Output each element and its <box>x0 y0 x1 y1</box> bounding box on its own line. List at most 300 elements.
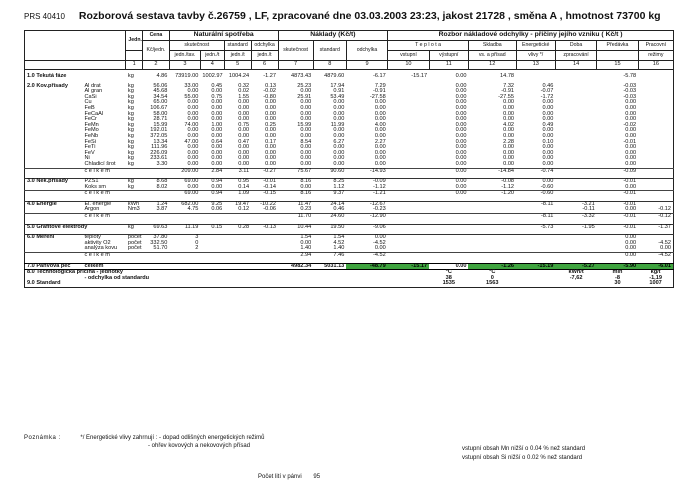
value-cell: 10.44 <box>278 224 313 230</box>
value-cell: 0.00 <box>455 183 467 190</box>
item-name: FeV <box>84 149 95 156</box>
value-cell: -1.12 <box>372 183 386 190</box>
value-cell: -15.19 <box>516 263 555 270</box>
value-cell: 15.99 <box>153 121 168 128</box>
value-cell: 0.75 <box>238 121 250 128</box>
header-vystupni: výstupní <box>429 51 468 61</box>
value-cell: 51.70 <box>153 245 168 252</box>
value-cell: -0.03 <box>623 82 637 89</box>
value-cell: 0.00 <box>455 138 467 145</box>
value-cell: 0.00 <box>265 144 277 151</box>
value-cell: 0.00 <box>265 99 277 106</box>
item-name: c e l k e m <box>82 191 125 197</box>
header-jedn-t2: jedn./t <box>224 51 251 61</box>
item-name: aktivity O2 <box>84 239 111 246</box>
header-skladba2: vs. a přísad <box>468 51 516 61</box>
value-cell: -0.08 <box>468 179 516 185</box>
value-cell <box>516 281 555 287</box>
value-cell: 0.00 <box>300 239 312 246</box>
value-cell: 0.64 <box>211 138 223 145</box>
item-name: teploty <box>82 235 125 241</box>
value-cell: 34.54 <box>153 93 168 100</box>
footer-note1: */ Energetické vlivy zahrnují : - dopad odlišných energetických režimů <box>80 435 265 441</box>
item-name: Al gran <box>84 88 103 95</box>
value-cell: 75.67 <box>278 168 313 174</box>
value-cell: 0.00 <box>625 245 637 252</box>
value-cell: 1.00 <box>211 121 223 128</box>
header-jedn-tav: jedn./tav. <box>169 51 200 61</box>
value-cell: 0.00 <box>238 116 250 123</box>
unit-cell: počet <box>127 239 142 246</box>
item-name: c e l k e m <box>82 214 125 220</box>
value-cell: 0.00 <box>333 132 345 139</box>
value-cell: 1535 <box>442 280 456 287</box>
value-cell: -0.01 <box>597 224 638 230</box>
value-cell: -6.17 <box>372 73 386 79</box>
value-cell: 0.00 <box>542 155 554 162</box>
value-cell: 0.00 <box>455 99 467 106</box>
value-cell: -27.55 <box>498 93 515 100</box>
value-cell: 0.00 <box>542 110 554 117</box>
value-cell: 0.00 <box>542 99 554 106</box>
header-naturalni: Naturální spotřeba <box>169 31 278 41</box>
value-cell <box>224 281 251 287</box>
value-cell: 0.00 <box>333 144 345 151</box>
value-cell: 74.00 <box>184 121 199 128</box>
value-cell: 37.80 <box>142 235 169 241</box>
value-cell: -0.11 <box>582 206 595 213</box>
value-cell: °C <box>489 269 496 276</box>
value-cell: 25.91 <box>297 93 312 100</box>
value-cell: 0.00 <box>333 160 345 167</box>
value-cell: 0.00 <box>455 127 467 134</box>
value-cell: 0.00 <box>211 116 223 123</box>
value-cell: 0.00 <box>542 127 554 134</box>
header-cena: Cena <box>142 31 169 41</box>
value-cell: 0.00 <box>429 179 468 185</box>
value-cell: 24.14 <box>313 201 346 207</box>
value-cell: 0.00 <box>238 104 250 111</box>
value-cell: -0.74 <box>516 168 555 174</box>
value-cell: 0.00 <box>455 121 467 128</box>
value-cell: 0.00 <box>333 155 345 162</box>
value-cell: 3.87 <box>156 206 168 213</box>
value-cell <box>142 281 169 287</box>
value-cell: -7,62 <box>569 274 583 281</box>
value-cell <box>388 281 429 287</box>
value-cell: 111.96 <box>151 144 168 151</box>
value-cell: -0.02 <box>623 121 637 128</box>
value-cell: 0.00 <box>187 127 199 134</box>
value-cell: 0.00 <box>597 253 638 259</box>
value-cell: 0.00 <box>516 179 555 185</box>
unit-cell: kg <box>127 104 134 111</box>
item-name: FeTi <box>84 144 96 151</box>
value-cell: 0.00 <box>625 183 637 190</box>
value-cell: 0.00 <box>238 155 250 162</box>
table-header <box>25 31 674 70</box>
value-cell: -8 <box>614 274 620 281</box>
column-number: 2 <box>142 61 169 70</box>
item-name: analýza kovu <box>84 245 118 252</box>
header-naklady: Náklady (Kč/t) <box>278 31 388 41</box>
value-cell: 0.00 <box>503 149 515 156</box>
header-jedn-t3: jedn./t <box>251 51 278 61</box>
value-cell: 0.47 <box>238 138 250 145</box>
unit-cell: kWh <box>126 201 143 207</box>
value-cell: °C <box>445 269 452 276</box>
value-cell: 0.91 <box>333 88 345 95</box>
value-cell: kg/t <box>650 269 661 276</box>
value-cell: -9.06 <box>346 224 387 230</box>
value-cell: 0.00 <box>187 155 199 162</box>
value-cell: -0.03 <box>623 88 637 95</box>
unit-cell: kg <box>127 121 134 128</box>
value-cell: 0.00 <box>455 104 467 111</box>
item-name: FeB <box>84 104 95 111</box>
value-cell: 0.00 <box>211 160 223 167</box>
value-cell: 1.40 <box>300 245 312 252</box>
column-number: 8 <box>313 61 346 70</box>
value-cell: 13.34 <box>153 138 168 145</box>
value-cell: -1,19 <box>649 274 662 281</box>
column-number: 15 <box>597 61 638 70</box>
footer-note2: - ohřev kovových a nekovových přísad <box>148 443 251 449</box>
item-name: El. energie <box>82 201 125 207</box>
header-n-skut: skutečnost <box>278 41 313 61</box>
value-cell: 0.00 <box>300 183 312 190</box>
unit-cell <box>126 263 143 270</box>
value-cell: 0.94 <box>200 179 224 185</box>
value-cell: -0.01 <box>597 179 638 185</box>
value-cell <box>200 263 224 270</box>
value-cell: 0.00 <box>374 132 386 139</box>
value-cell: 0.00 <box>625 99 637 106</box>
header-jedn-blank <box>126 51 143 61</box>
value-cell: 1.12 <box>333 183 345 190</box>
column-number: 5 <box>224 61 251 70</box>
value-cell: 0.00 <box>265 132 277 139</box>
value-cell: -0.91 <box>501 88 515 95</box>
value-cell: 0.00 <box>374 149 386 156</box>
value-cell: -14.93 <box>346 168 387 174</box>
value-cell: min <box>612 269 623 276</box>
value-cell: 0.00 <box>374 110 386 117</box>
item-name: PZS1 <box>82 179 125 185</box>
value-cell: 0.46 <box>542 82 554 89</box>
value-cell: 0.00 <box>374 127 386 134</box>
value-cell <box>169 281 200 287</box>
value-cell: 53.49 <box>330 93 345 100</box>
value-cell: 3.30 <box>156 160 168 167</box>
value-cell: 15.99 <box>297 121 312 128</box>
value-cell: 1.55 <box>238 93 250 100</box>
value-cell: 8.02 <box>156 183 168 190</box>
value-cell: -1.12 <box>501 183 515 190</box>
header-rozbor: Rozbor nákladové odchylky - příčiny jejího vzniku ( Kč/t ) <box>388 31 674 41</box>
value-cell: 11.47 <box>278 201 313 207</box>
item-name: Argon <box>84 206 100 213</box>
report-header <box>24 10 674 26</box>
unit-cell: kg <box>127 155 134 162</box>
value-cell: 7.32 <box>503 82 515 89</box>
header-energ2: vlivy */ <box>516 51 555 61</box>
value-cell: 0.00 <box>238 144 250 151</box>
value-cell: 9.37 <box>313 191 346 197</box>
value-cell: 0.95 <box>224 179 251 185</box>
value-cell: 0.00 <box>187 104 199 111</box>
value-cell: 28.71 <box>153 116 168 123</box>
value-cell: -4.52 <box>638 253 673 259</box>
value-cell: 226.09 <box>150 149 168 156</box>
value-cell: 0.00 <box>374 116 386 123</box>
value-cell: -0.12 <box>658 206 671 213</box>
header-energ: Energetické <box>516 41 555 51</box>
value-cell: 0.13 <box>265 82 277 89</box>
value-cell: 0.00 <box>300 160 312 167</box>
column-number: 1 <box>126 61 143 70</box>
value-cell: -8.11 <box>516 201 555 207</box>
value-cell: 0.00 <box>625 160 637 167</box>
unit-cell: kg <box>127 88 134 95</box>
section-label: 9.0 Standard <box>27 280 61 287</box>
value-cell: 192.01 <box>150 127 168 134</box>
value-cell: 0.00 <box>625 116 637 123</box>
value-cell: -0.01 <box>597 201 638 207</box>
value-cell: 0.00 <box>503 155 515 162</box>
value-cell: 0.00 <box>374 155 386 162</box>
value-cell: 0.00 <box>503 132 515 139</box>
value-cell: 11.19 <box>169 224 200 230</box>
item-name: c e l k e m <box>82 253 125 259</box>
value-cell: 9.25 <box>200 201 224 207</box>
value-cell: 30 <box>614 280 621 287</box>
value-cell: 0.00 <box>542 116 554 123</box>
unit-cell: kg <box>127 149 134 156</box>
value-cell: 0.00 <box>187 183 199 190</box>
value-cell: 0.00 <box>429 263 468 270</box>
value-cell: 0.00 <box>625 155 637 162</box>
unit-cell: kg <box>127 93 134 100</box>
value-cell: -0.91 <box>372 88 386 95</box>
value-cell: 0.00 <box>503 116 515 123</box>
value-cell: -0.12 <box>638 214 673 220</box>
header-skutecnost: skutečnost <box>169 41 224 51</box>
value-cell: 6.27 <box>333 138 345 145</box>
value-cell: 0.00 <box>625 127 637 134</box>
value-cell: 0.00 <box>300 110 312 117</box>
value-cell: 0 <box>490 274 494 281</box>
value-cell: 0.06 <box>211 206 223 213</box>
unit-cell: kg <box>127 127 134 134</box>
value-cell: 11.70 <box>278 214 313 220</box>
section-label: 2.0 Kov.přísady <box>27 82 68 89</box>
value-cell: 2.94 <box>278 253 313 259</box>
value-cell: 4.52 <box>333 239 345 246</box>
header-vstupni: vstupní <box>388 51 429 61</box>
value-cell: 24.60 <box>313 214 346 220</box>
value-cell: -14.84 <box>468 168 516 174</box>
value-cell: 1.54 <box>278 235 313 241</box>
header-pracovni2: režimy <box>638 51 673 61</box>
value-cell: 0.00 <box>660 245 671 252</box>
value-cell: 0.32 <box>238 82 250 89</box>
value-cell: 0.45 <box>211 82 223 89</box>
value-cell: 90.60 <box>313 168 346 174</box>
value-cell: 4879.60 <box>324 73 345 79</box>
value-cell: 0.00 <box>300 155 312 162</box>
unit-cell: kg <box>127 144 134 151</box>
value-cell: -1.26 <box>468 263 516 270</box>
value-cell: 0.00 <box>211 88 223 95</box>
value-cell: -0.15 <box>251 191 278 197</box>
value-cell: 0.00 <box>625 110 637 117</box>
footer-pocet-value: 95 <box>313 474 321 480</box>
value-cell: -0.01 <box>251 179 278 185</box>
unit-cell: kg <box>127 183 134 190</box>
value-cell: 58.00 <box>153 110 168 117</box>
column-number: 12 <box>468 61 516 70</box>
value-cell: 0 <box>195 239 199 246</box>
unit-cell: kg <box>126 179 143 185</box>
value-cell: -3.21 <box>555 201 596 207</box>
value-cell: 233.61 <box>150 155 168 162</box>
value-cell: 1004.24 <box>228 73 250 79</box>
value-cell: 8.25 <box>313 179 346 185</box>
value-cell: 0.00 <box>429 168 468 174</box>
value-cell: -0.07 <box>540 88 554 95</box>
item-name: Cu <box>84 99 92 106</box>
column-number: 10 <box>388 61 429 70</box>
value-cell: -15.17 <box>411 73 428 79</box>
value-cell <box>200 281 224 287</box>
item-name: Al drat <box>84 82 101 89</box>
section-label: 7.0 Pánvová pec <box>25 263 83 270</box>
value-cell: -5.73 <box>516 224 555 230</box>
analysis-table <box>24 30 674 288</box>
footer-si: vstupní obsah Si nižší o 0.02 % než standard <box>462 455 583 461</box>
value-cell <box>251 263 278 270</box>
value-cell: 0.00 <box>374 99 386 106</box>
value-cell: 0.00 <box>265 127 277 134</box>
value-cell: 1002.97 <box>202 73 223 79</box>
value-cell: 1563 <box>486 280 499 287</box>
value-cell: 0.00 <box>265 110 277 117</box>
value-cell: 0.00 <box>374 245 386 252</box>
value-cell: 332.50 <box>150 239 168 246</box>
value-cell: 0.00 <box>300 99 312 106</box>
value-cell: 2 <box>195 245 199 252</box>
value-cell: -5.90 <box>597 263 638 270</box>
value-cell <box>346 281 387 287</box>
section-label: 4.0 Energie <box>25 201 83 207</box>
value-cell: 69.00 <box>169 179 200 185</box>
value-cell: 0.00 <box>455 132 467 139</box>
unit-cell <box>126 281 143 287</box>
value-cell: 0.00 <box>455 110 467 117</box>
column-number: 9 <box>346 61 387 70</box>
value-cell: -12.67 <box>346 201 387 207</box>
value-cell <box>278 281 313 287</box>
value-cell: 0.00 <box>300 132 312 139</box>
section-label: 8.0 Technologická příčina - jednotky <box>27 269 123 276</box>
value-cell: 0.00 <box>187 149 199 156</box>
value-cell: -0.13 <box>251 224 278 230</box>
value-cell: -0.02 <box>263 88 277 95</box>
value-cell: 4.75 <box>187 206 199 213</box>
value-cell: 0.00 <box>503 99 515 106</box>
unit-cell: kg <box>127 110 134 117</box>
value-cell: 1.40 <box>333 245 345 252</box>
value-cell: 0.00 <box>455 160 467 167</box>
unit-cell: kg <box>127 132 134 139</box>
header-kc-jedn: Kč/jedn. <box>142 41 169 61</box>
value-cell: 0.00 <box>374 144 386 151</box>
header-odchylka: odchylka <box>251 41 278 51</box>
value-cell: 0.00 <box>503 160 515 167</box>
value-cell: 0.00 <box>625 132 637 139</box>
value-cell: -0.60 <box>540 183 554 190</box>
value-cell: 0.00 <box>455 116 467 123</box>
value-cell <box>169 263 200 270</box>
value-cell: 0.00 <box>333 116 345 123</box>
report-code: PRS 40410 <box>24 12 65 21</box>
value-cell: 209.00 <box>169 168 200 174</box>
value-cell: 0.15 <box>200 224 224 230</box>
item-name: Ni <box>84 155 90 162</box>
value-cell: 0.00 <box>187 116 199 123</box>
header-predavka: Předávka <box>597 41 638 51</box>
value-cell: 0.00 <box>503 104 515 111</box>
value-cell: 45.68 <box>153 88 168 95</box>
item-name: CaSi <box>84 93 97 100</box>
value-cell <box>555 281 596 287</box>
unit-cell: kg <box>127 138 134 145</box>
value-cell: -8.11 <box>516 214 555 220</box>
value-cell: 19.47 <box>224 201 251 207</box>
value-cell: 0.17 <box>265 138 277 145</box>
value-cell: 8.54 <box>300 138 312 145</box>
header-blank <box>25 31 126 61</box>
value-cell: 3.11 <box>224 168 251 174</box>
column-number: 11 <box>429 61 468 70</box>
column-number: 3 <box>169 61 200 70</box>
unit-cell: kg <box>126 224 143 230</box>
value-cell: 2.27 <box>374 138 386 145</box>
value-cell: 682.00 <box>169 201 200 207</box>
header-n-odch: odchylka <box>346 41 387 61</box>
unit-cell: počet <box>127 245 142 252</box>
value-cell: -15.17 <box>388 263 429 270</box>
value-cell: -0.01 <box>623 138 637 145</box>
value-cell: 0.00 <box>374 160 386 167</box>
value-cell: 56.06 <box>153 82 168 89</box>
value-cell: 0.00 <box>265 104 277 111</box>
item-name: FeMo <box>84 127 99 134</box>
footer-mn: vstupní obsah Mn nižší o 0.04 % než standard <box>462 446 586 452</box>
value-cell: 0.00 <box>300 144 312 151</box>
section-label: 5.0 Grafitové elektrody <box>25 224 83 230</box>
item-name: Koks sm <box>84 183 106 190</box>
value-cell: 0.00 <box>211 99 223 106</box>
value-cell: 0.00 <box>625 239 637 246</box>
footer-pocet <box>258 474 320 480</box>
value-cell: -1.20 <box>468 191 516 197</box>
value-cell: 0.00 <box>265 116 277 123</box>
value-cell: 0.00 <box>503 110 515 117</box>
header-teplota: T e p l o t a <box>388 41 469 51</box>
value-cell: 0.00 <box>211 104 223 111</box>
